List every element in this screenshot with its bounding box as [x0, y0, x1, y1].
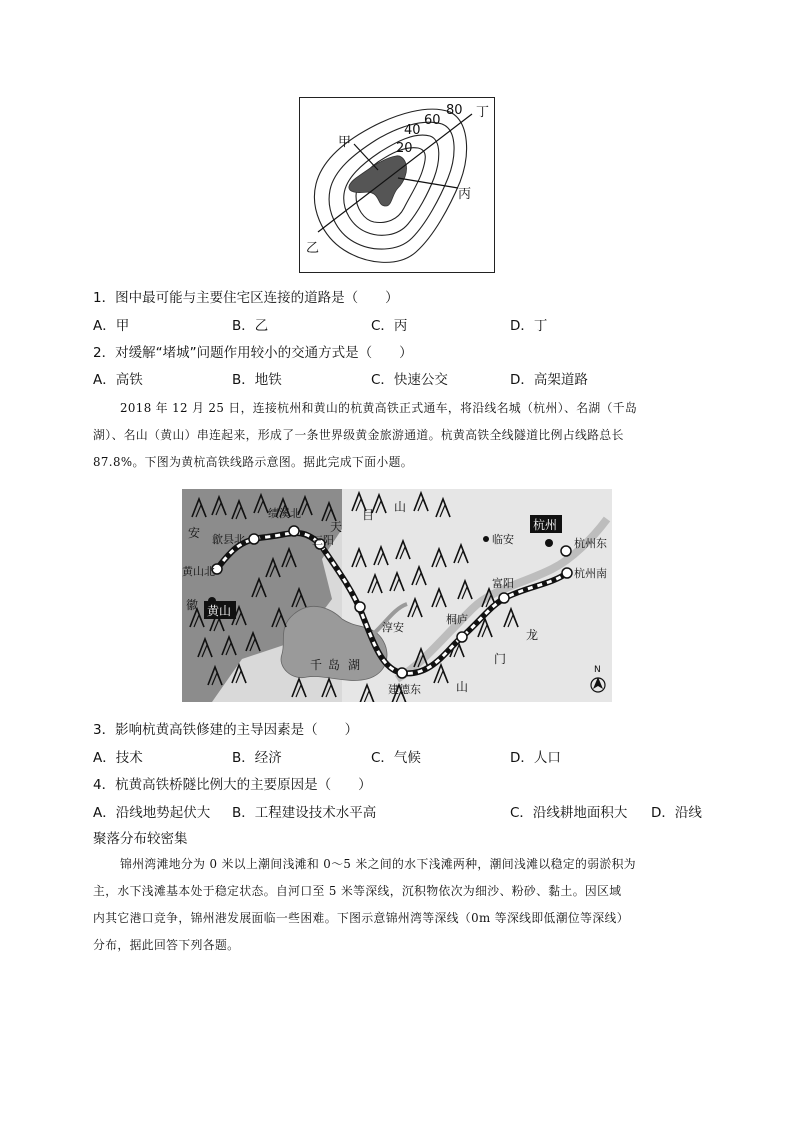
q3-option-a[interactable]: A．技术: [93, 750, 143, 766]
contour-map-svg: [300, 98, 494, 272]
region-char-hu: 湖: [348, 658, 361, 672]
q4-option-c[interactable]: C．沿线耕地面积大: [510, 805, 628, 821]
region-char-qian: 千: [310, 658, 323, 672]
q4-option-a[interactable]: A．沿线地势起伏大: [93, 805, 211, 821]
contour-label-80: 80: [446, 103, 463, 118]
passage2-line-1: 锦州湾滩地分为 0 米以上潮间浅滩和 0～5 米之间的水下浅滩两种，潮间浅滩以稳定的弱淤积为: [120, 857, 636, 871]
q1-option-a[interactable]: A．甲: [93, 318, 130, 334]
label-jia: 甲: [338, 135, 352, 150]
q4-option-d[interactable]: D．沿线: [651, 805, 702, 821]
contour-map-figure: [299, 97, 495, 273]
q2-option-d[interactable]: D．高架道路: [510, 372, 588, 388]
station-label-sanyang: 三阳: [312, 534, 334, 547]
region-char-men: 门: [494, 652, 507, 666]
lake-area: [349, 156, 407, 206]
q2-option-a[interactable]: A．高铁: [93, 372, 143, 388]
station-label-hangzhou-south: 杭州南: [574, 567, 607, 580]
region-char-mu: 目: [362, 508, 375, 522]
region-char-dao: 岛: [328, 658, 341, 672]
region-char-an: 安: [188, 526, 201, 540]
station-dot-jiande-east: [397, 668, 407, 678]
station-dot-fuyang: [499, 593, 509, 603]
q3-option-b[interactable]: B．经济: [232, 750, 282, 766]
passage1-line-2: 湖）、名山（黄山）串连起来，形成了一条世界级黄金旅游通道。杭黄高铁全线隧道比例占线路总长: [93, 428, 624, 442]
town-label-linan: 临安: [492, 533, 514, 546]
q1-option-b[interactable]: B．乙: [232, 318, 269, 334]
passage2-line-2: 主，水下浅滩基本处于稳定状态。自河口至 5 米等深线，沉积物依次为细沙、粉砂、黏土。因区域: [93, 884, 622, 898]
station-dot-hangzhou-south: [562, 568, 572, 578]
question-2: 2．对缓解“堵城”问题作用较小的交通方式是（ ）: [93, 345, 413, 361]
city-dot-hangzhou: [545, 539, 553, 547]
road-jia: [354, 144, 378, 170]
region-char-hui: 徽: [186, 598, 199, 612]
road-bing: [398, 178, 458, 188]
passage-jinzhou-bay: [93, 851, 713, 959]
road-yi-ding: [318, 114, 472, 232]
station-label-jiande-east: 建德东: [388, 683, 421, 696]
railway-route-map: [182, 489, 612, 702]
label-yi: 乙: [306, 241, 320, 256]
question-3: 3．影响杭黄高铁修建的主导因素是（ ）: [93, 722, 359, 738]
contour-label-20: 20: [396, 141, 413, 156]
region-char-long: 龙: [526, 628, 539, 642]
station-label-tonglu: 桐庐: [446, 613, 468, 626]
q3-option-c[interactable]: C．气候: [371, 750, 421, 766]
station-label-jixi-north: 绩溪北: [268, 507, 301, 520]
q1-option-c[interactable]: C．丙: [371, 318, 408, 334]
q2-option-c[interactable]: C．快速公交: [371, 372, 448, 388]
passage2-line-3: 内其它港口竞争，锦州港发展面临一些困难。下图示意锦州湾等深线（0m 等深线即低潮位等深线）: [93, 911, 629, 925]
passage2-line-4: 分布，据此回答下列各题。: [93, 938, 240, 952]
station-label-shexian-north: 歙县北: [212, 533, 245, 546]
question-1: 1．图中最可能与主要住宅区连接的道路是（ ）: [93, 290, 399, 306]
passage1-line-3: 87.8%。下图为黄杭高铁线路示意图。据此完成下面小题。: [93, 455, 414, 469]
passage1-line-1: 2018 年 12 月 25 日，连接杭州和黄山的杭黄高铁正式通车，将沿线名城（杭州）、名湖（千岛: [120, 401, 638, 415]
station-dot-tonglu: [457, 632, 467, 642]
town-dot-linan: [483, 536, 489, 542]
station-dot-jixi-north: [289, 526, 299, 536]
city-label-hangzhou: 杭州: [533, 518, 558, 532]
passage-hangzhou-huangshan: [93, 395, 705, 476]
label-ding: 丁: [476, 105, 490, 120]
q2-option-b[interactable]: B．地铁: [232, 372, 282, 388]
city-label-huangshan: 黄山: [207, 604, 232, 618]
region-char-shan-1: 山: [394, 500, 407, 514]
station-label-fuyang: 富阳: [492, 577, 514, 590]
q4-option-b[interactable]: B．工程建设技术水平高: [232, 805, 377, 821]
contour-label-40: 40: [404, 123, 421, 138]
question-4: 4．杭黄高铁桥隧比例大的主要原因是（ ）: [93, 777, 372, 793]
station-dot-hangzhou-east: [561, 546, 571, 556]
station-label-huangshan-north: 黄山北: [182, 565, 215, 578]
station-label-chunan: 淳安: [382, 621, 404, 634]
contour-label-60: 60: [424, 113, 441, 128]
station-dot-shexian-north: [249, 534, 259, 544]
q1-option-d[interactable]: D．丁: [510, 318, 548, 334]
q4-option-d-continued: 聚落分布较密集: [93, 831, 188, 847]
station-label-hangzhou-east: 杭州东: [574, 537, 607, 550]
svg-text:N: N: [594, 665, 601, 675]
region-char-shan-2: 山: [456, 680, 469, 694]
station-dot-chunan: [355, 602, 365, 612]
label-bing: 丙: [458, 187, 472, 202]
region-char-tian: 天: [330, 520, 343, 534]
q3-option-d[interactable]: D．人口: [510, 750, 561, 766]
railway-route-svg: [182, 489, 612, 702]
